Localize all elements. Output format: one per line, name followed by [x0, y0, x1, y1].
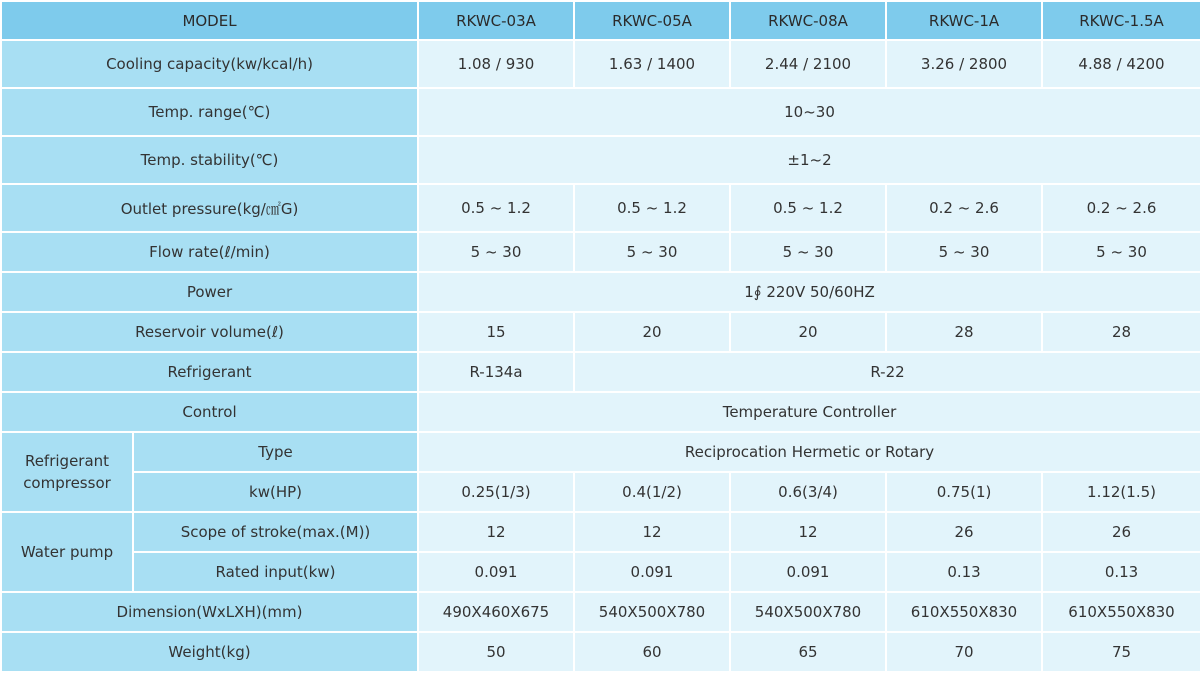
row-label: Weight(kg): [1, 632, 418, 672]
table-cell: ±1~2: [418, 136, 1200, 184]
table-cell: 5 ~ 30: [418, 232, 574, 272]
table-row-dimension: [1, 592, 1200, 632]
table-cell: 1.12(1.5): [1042, 472, 1200, 512]
table-cell: 4.88 / 4200: [1042, 40, 1200, 88]
table-cell: 0.75(1): [886, 472, 1042, 512]
row-label: Temp. range(℃): [1, 88, 418, 136]
table-cell: 0.091: [418, 552, 574, 592]
table-cell: 0.4(1/2): [574, 472, 730, 512]
row-label: Refrigerant: [1, 352, 418, 392]
table-cell: 0.6(3/4): [730, 472, 886, 512]
table-cell: 12: [418, 512, 574, 552]
row-label: Rated input(kw): [133, 552, 418, 592]
row-label: Scope of stroke(max.(M)): [133, 512, 418, 552]
row-label: Control: [1, 392, 418, 432]
table-cell: 610X550X830: [886, 592, 1042, 632]
group-label-refrigerant-compressor: Refrigerant compressor: [1, 432, 133, 512]
model-column-header: RKWC-1.5A: [1042, 1, 1200, 40]
row-label: Cooling capacity(kw/kcal/h): [1, 40, 418, 88]
table-row-temp-stability: [1, 136, 1200, 184]
table-cell: Temperature Controller: [418, 392, 1200, 432]
model-column-header: RKWC-1A: [886, 1, 1042, 40]
table-cell: 10~30: [418, 88, 1200, 136]
table-row-cooling-capacity: [1, 40, 1200, 88]
table-cell: R-22: [574, 352, 1200, 392]
table-cell: 20: [574, 312, 730, 352]
table-row-reservoir-volume: [1, 312, 1200, 352]
table-cell: 0.091: [730, 552, 886, 592]
group-label-water-pump: Water pump: [1, 512, 133, 592]
table-cell: 1.08 / 930: [418, 40, 574, 88]
table-row-compressor-type: [1, 432, 1200, 472]
table-cell: 0.5 ~ 1.2: [730, 184, 886, 232]
table-row-refrigerant: [1, 352, 1200, 392]
model-column-header: RKWC-03A: [418, 1, 574, 40]
table-cell: 3.26 / 2800: [886, 40, 1042, 88]
table-cell: 610X550X830: [1042, 592, 1200, 632]
table-cell: 12: [574, 512, 730, 552]
model-column-header: RKWC-05A: [574, 1, 730, 40]
table-cell: 20: [730, 312, 886, 352]
table-cell: 26: [886, 512, 1042, 552]
table-row-pump-input: [1, 552, 1200, 592]
table-cell: R-134a: [418, 352, 574, 392]
table-cell: 5 ~ 30: [730, 232, 886, 272]
table-cell: 5 ~ 30: [574, 232, 730, 272]
table-cell: 15: [418, 312, 574, 352]
table-cell: 0.091: [574, 552, 730, 592]
table-cell: 50: [418, 632, 574, 672]
table-cell: 540X500X780: [574, 592, 730, 632]
table-cell: 490X460X675: [418, 592, 574, 632]
table-row-flow-rate: [1, 232, 1200, 272]
table-row-outlet-pressure: [1, 184, 1200, 232]
table-row-weight: [1, 632, 1200, 672]
table-cell: 5 ~ 30: [1042, 232, 1200, 272]
model-column-header: RKWC-08A: [730, 1, 886, 40]
table-cell: 75: [1042, 632, 1200, 672]
row-label: Outlet pressure(kg/㎠G): [1, 184, 418, 232]
table-cell: 28: [1042, 312, 1200, 352]
row-label: Power: [1, 272, 418, 312]
row-label: Flow rate(ℓ/min): [1, 232, 418, 272]
table-header-row: [1, 1, 1200, 40]
table-row-pump-stroke: [1, 512, 1200, 552]
table-row-control: [1, 392, 1200, 432]
table-cell: Reciprocation Hermetic or Rotary: [418, 432, 1200, 472]
table-cell: 0.5 ~ 1.2: [418, 184, 574, 232]
table-row-power: [1, 272, 1200, 312]
table-cell: 0.2 ~ 2.6: [1042, 184, 1200, 232]
table-cell: 0.13: [1042, 552, 1200, 592]
row-label: kw(HP): [133, 472, 418, 512]
table-cell: 0.13: [886, 552, 1042, 592]
table-cell: 540X500X780: [730, 592, 886, 632]
table-cell: 0.25(1/3): [418, 472, 574, 512]
model-header: MODEL: [1, 1, 418, 40]
table-cell: 70: [886, 632, 1042, 672]
table-cell: 0.5 ~ 1.2: [574, 184, 730, 232]
table-cell: 1∮ 220V 50/60HZ: [418, 272, 1200, 312]
table-cell: 12: [730, 512, 886, 552]
table-cell: 28: [886, 312, 1042, 352]
row-label: Dimension(WxLXH)(mm): [1, 592, 418, 632]
row-label: Type: [133, 432, 418, 472]
table-cell: 65: [730, 632, 886, 672]
table-cell: 2.44 / 2100: [730, 40, 886, 88]
table-cell: 26: [1042, 512, 1200, 552]
table-cell: 5 ~ 30: [886, 232, 1042, 272]
table-cell: 1.63 / 1400: [574, 40, 730, 88]
row-label: Reservoir volume(ℓ): [1, 312, 418, 352]
table-cell: 0.2 ~ 2.6: [886, 184, 1042, 232]
row-label: Temp. stability(℃): [1, 136, 418, 184]
table-row-compressor-kw: [1, 472, 1200, 512]
table-row-temp-range: [1, 88, 1200, 136]
table-cell: 60: [574, 632, 730, 672]
